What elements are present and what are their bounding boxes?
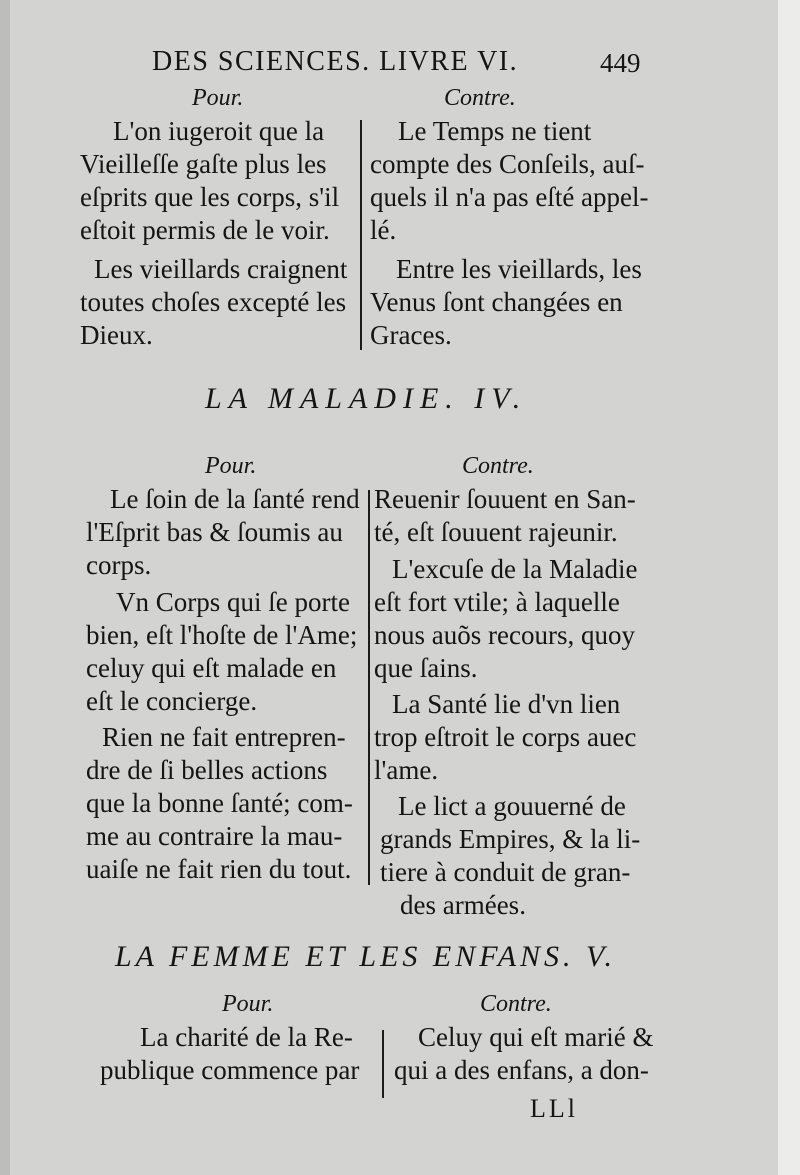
pour-line: Le ſoin de la ſanté rend [110, 484, 360, 514]
contre-line: Le lict a gouuerné de [398, 791, 626, 821]
contre-line: Le Temps ne tient [398, 116, 592, 146]
contre-line: Entre les vieillards, les [396, 254, 642, 284]
contre-line: nous auõs recours, quoy [374, 620, 635, 650]
pour-line: La charité de la Re- [140, 1022, 353, 1052]
page-gutter-shadow [0, 0, 10, 1175]
pour-line: L'on iugeroit que la [113, 116, 325, 146]
contre-label: Contre. [462, 453, 534, 479]
pour-line: eſtoit permis de le voir. [80, 215, 330, 245]
pour-line: uaiſe ne fait rien du tout. [86, 854, 352, 884]
page-edge [778, 0, 800, 1175]
pour-line: celuy qui eſt malade en [86, 653, 337, 683]
pour-line: Rien ne fait entrepren- [102, 722, 346, 752]
pour-line: Les vieillards craignent [94, 254, 348, 284]
contre-line: La Santé lie d'vn lien [392, 689, 621, 719]
page-number: 449 [600, 48, 641, 78]
pour-line: Vn Corps qui ſe porte [116, 587, 350, 617]
column-rule [360, 120, 362, 350]
pour-line: Vieilleſſe gaſte plus les [80, 149, 327, 179]
pour-line: dre de ſi belles actions [86, 755, 328, 785]
contre-line: tiere à conduit de gran- [380, 857, 631, 887]
signature-mark: LLl [530, 1094, 578, 1123]
contre-label: Contre. [444, 85, 516, 111]
pour-line: toutes choſes excepté les [80, 287, 347, 317]
pour-line: eſt le concierge. [86, 686, 258, 716]
column-rule [382, 1030, 384, 1098]
contre-line: Graces. [370, 320, 452, 350]
contre-line: lé. [370, 215, 397, 245]
contre-line: l'ame. [374, 755, 439, 785]
contre-line: quels il n'a pas eſté appel- [370, 182, 649, 212]
contre-line: Celuy qui eſt marié & [418, 1022, 654, 1052]
pour-label: Pour. [192, 85, 244, 111]
contre-line: Venus ſont changées en [370, 287, 623, 317]
pour-label: Pour. [222, 991, 274, 1017]
contre-line: eſt fort vtile; à laquelle [374, 587, 620, 617]
contre-line: té, eſt ſouuent rajeunir. [374, 517, 618, 547]
contre-line: que ſains. [374, 653, 478, 683]
pour-line: Dieux. [80, 320, 153, 350]
contre-line: compte des Conſeils, auſ- [370, 149, 645, 179]
contre-line: Reuenir ſouuent en San- [374, 484, 636, 514]
contre-line: trop eſtroit le corps auec [374, 722, 637, 752]
running-head: DES SCIENCES. LIVRE VI. [152, 46, 519, 77]
contre-label: Contre. [480, 991, 552, 1017]
contre-line: L'excuſe de la Maladie [392, 554, 638, 584]
pour-line: me au contraire la mau- [86, 821, 343, 851]
pour-line: corps. [86, 550, 152, 580]
pour-line: bien, eſt l'hoſte de l'Ame; [86, 620, 358, 650]
pour-line: publique commence par [100, 1055, 360, 1085]
section-title: LA MALADIE. IV. [205, 382, 528, 415]
section-title: LA FEMME ET LES ENFANS. V. [115, 940, 616, 973]
column-rule [368, 490, 370, 885]
pour-label: Pour. [205, 453, 257, 479]
contre-line: grands Empires, & la li- [380, 824, 641, 854]
pour-line: l'Eſprit bas & ſoumis au [86, 517, 343, 547]
pour-line: que la bonne ſanté; com- [86, 788, 353, 818]
contre-line: qui a des enfans, a don- [394, 1055, 649, 1085]
contre-line: des armées. [400, 890, 526, 920]
pour-line: eſprits que les corps, s'il [80, 182, 340, 212]
